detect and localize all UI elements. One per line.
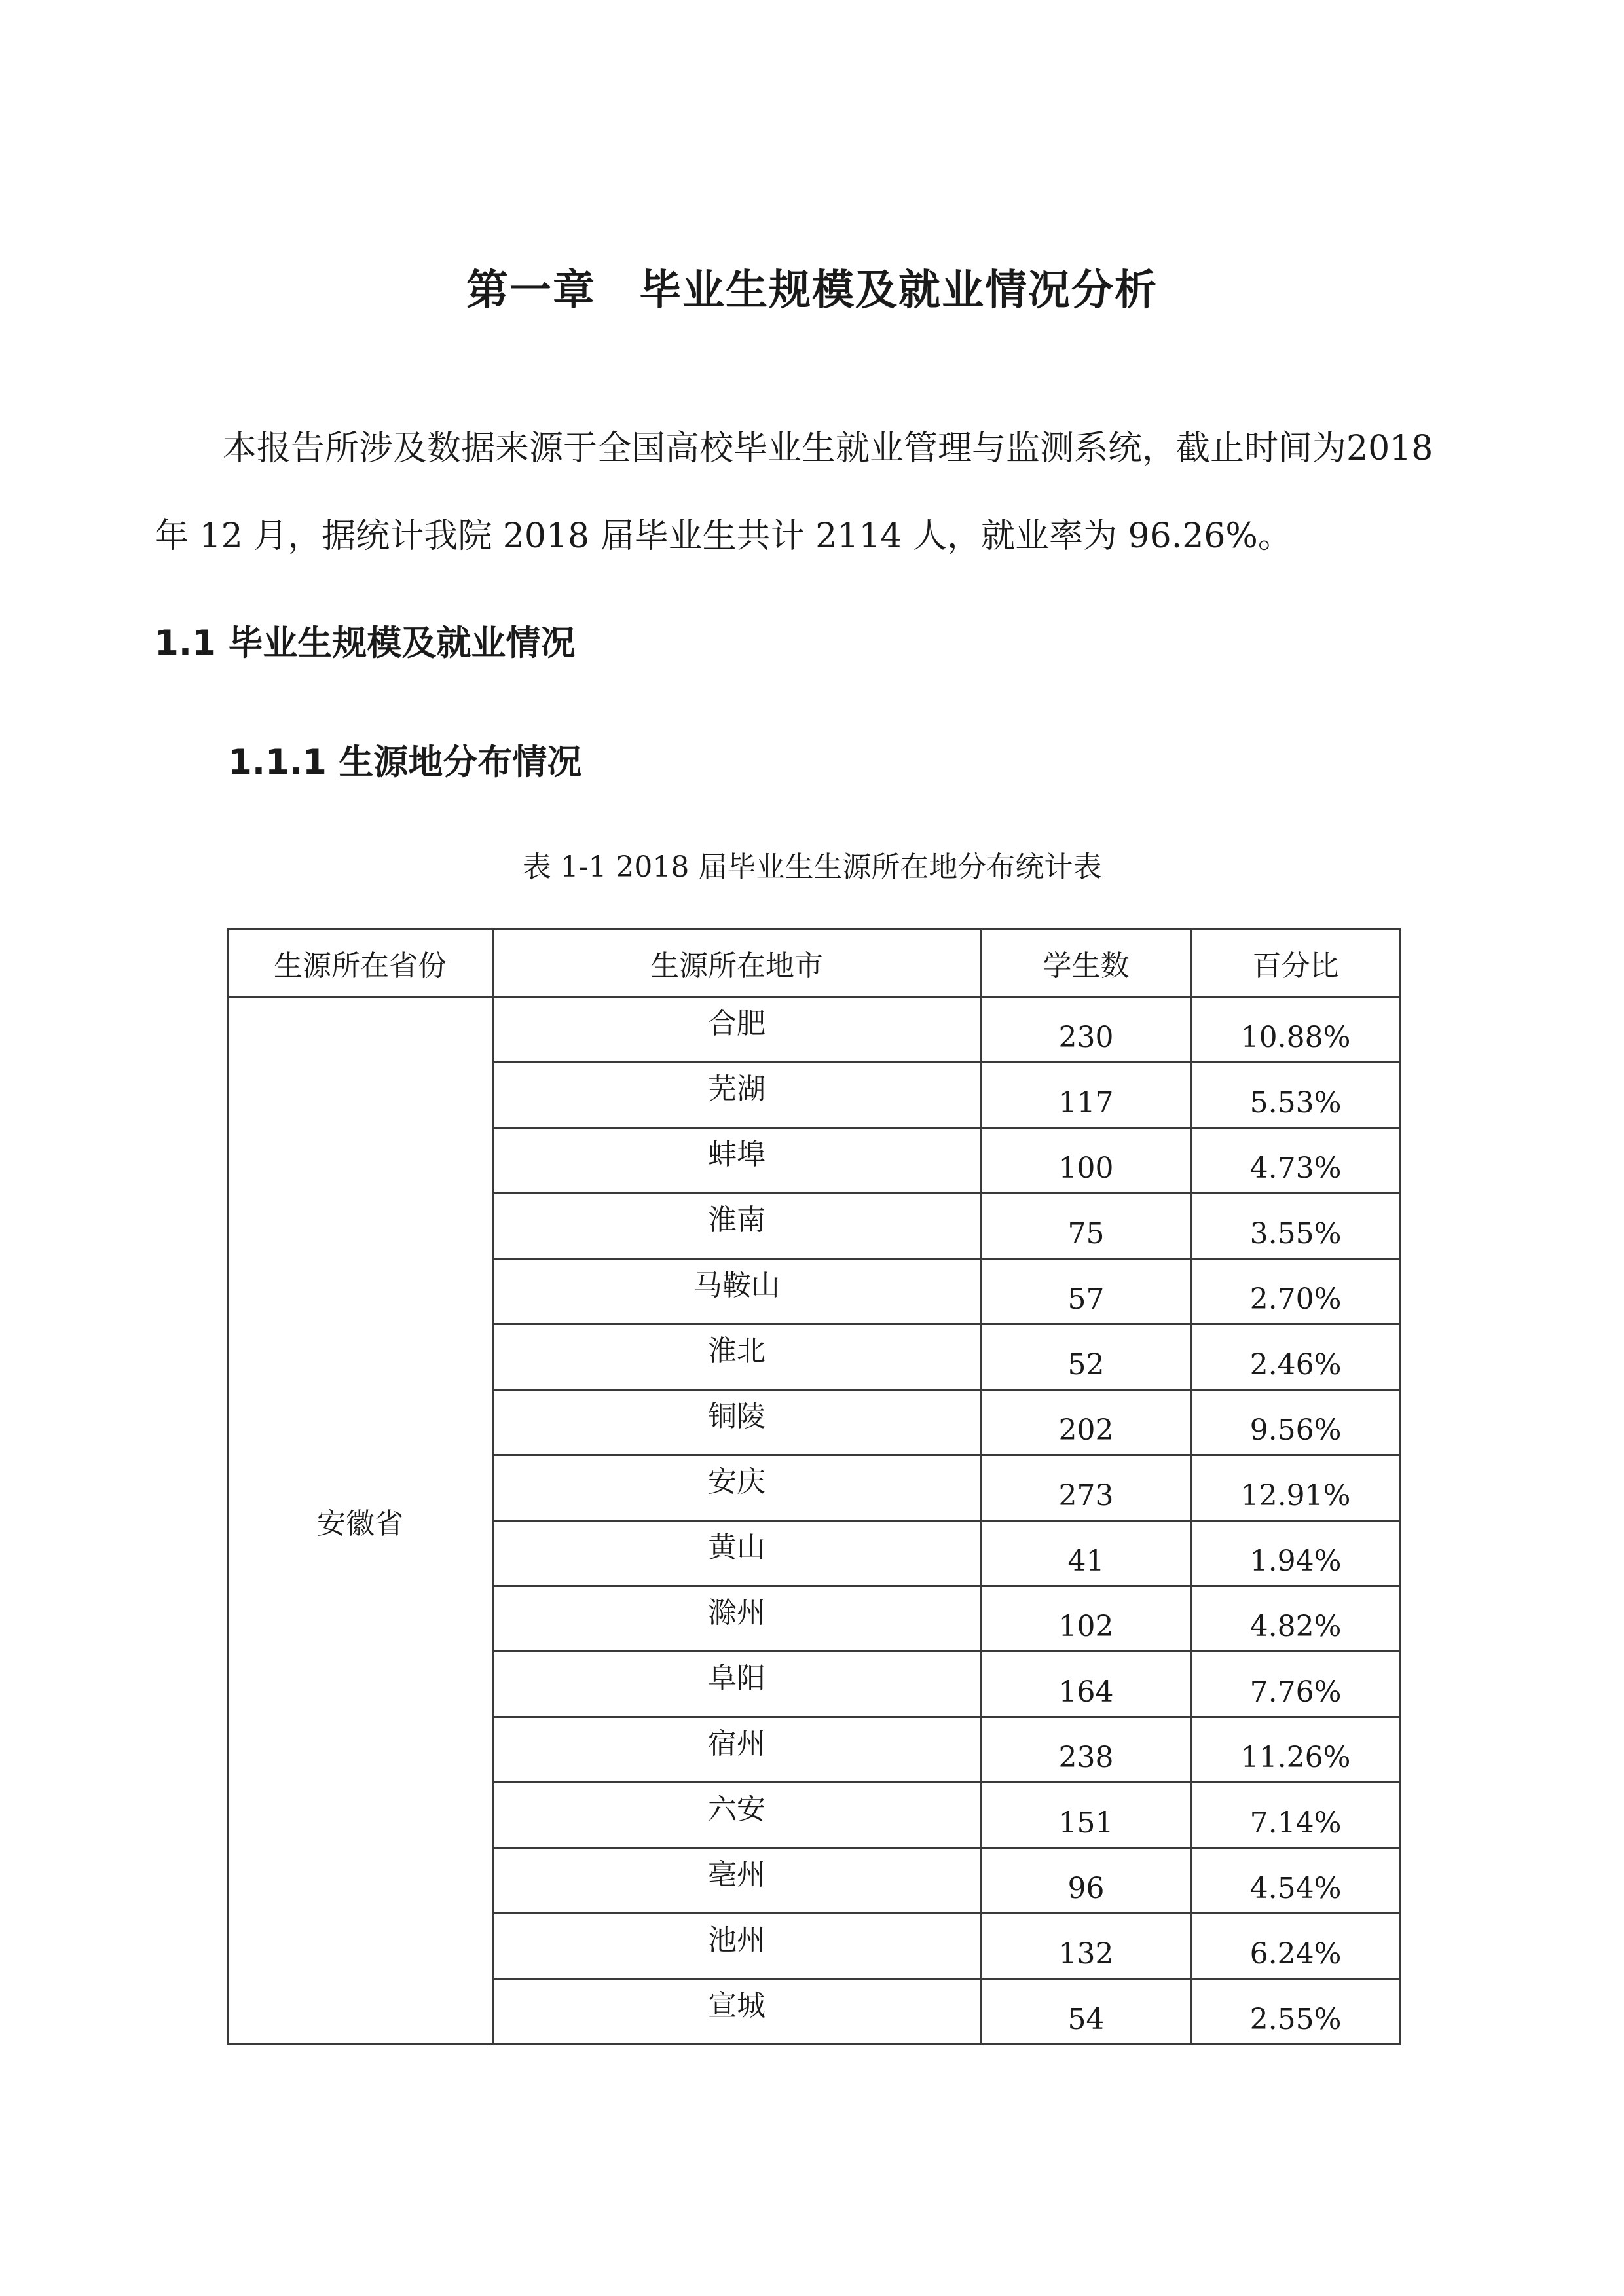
percent-cell [1192,1194,1400,1259]
count-cell [981,1652,1192,1717]
percent-cell [1192,1652,1400,1717]
percent-cell-text: 3.55% [1249,1217,1342,1250]
city-cell [493,1586,981,1652]
city-cell-text: 亳州 [708,1857,766,1891]
count-cell-text: 52 [1067,1348,1105,1381]
percent-cell-text: 2.70% [1249,1283,1342,1316]
count-cell-text: 54 [1067,2003,1105,2036]
city-cell-text: 滁州 [708,1595,766,1630]
city-cell-text: 池州 [708,1923,766,1957]
city-cell-text: 黄山 [708,1530,766,1564]
city-cell-text: 蚌埠 [708,1137,766,1171]
header-percent: 百分比 [1192,930,1400,997]
percent-cell [1192,1783,1400,1848]
table-body [228,997,1400,2045]
percent-cell [1192,1979,1400,2045]
count-cell-text: 202 [1058,1413,1114,1447]
percent-cell-text: 1.94% [1249,1544,1342,1578]
percent-cell-text: 6.24% [1249,1937,1342,1971]
percent-cell-text: 7.14% [1249,1806,1342,1840]
percent-cell [1192,1259,1400,1324]
subsection-heading: 1.1.1 生源地分布情况 [228,742,582,782]
count-cell [981,1259,1192,1324]
count-cell-text: 102 [1058,1610,1114,1643]
header-province: 生源所在省份 [228,930,493,997]
count-cell [981,1717,1192,1783]
city-cell [493,1848,981,1914]
city-cell [493,1652,981,1717]
percent-cell [1192,1717,1400,1783]
count-cell-text: 238 [1058,1741,1114,1774]
city-cell-text: 淮南 [708,1203,766,1237]
count-cell-text: 117 [1058,1086,1114,1120]
count-cell [981,1521,1192,1586]
city-cell [493,1979,981,2045]
count-cell-text: 41 [1067,1544,1105,1578]
count-cell-text: 132 [1058,1937,1114,1971]
city-cell [493,1455,981,1521]
percent-cell-text: 7.76% [1249,1675,1342,1709]
city-cell [493,1783,981,1848]
count-cell-text: 151 [1058,1806,1114,1840]
count-cell [981,1914,1192,1979]
count-cell [981,997,1192,1063]
percent-cell-text: 5.53% [1249,1086,1342,1120]
header-city: 生源所在地市 [493,930,981,997]
percent-cell-text: 4.82% [1249,1610,1342,1643]
percent-cell-text: 2.46% [1249,1348,1342,1381]
percent-cell [1192,1128,1400,1194]
province-cell [228,997,493,2045]
count-cell [981,1979,1192,2045]
header-count: 学生数 [981,930,1192,997]
count-cell [981,1194,1192,1259]
percent-cell [1192,1914,1400,1979]
section-heading: 1.1 毕业生规模及就业情况 [155,623,576,663]
table-caption: 表 1-1 2018 届毕业生生源所在地分布统计表 [522,850,1102,884]
percent-cell-text: 4.73% [1249,1152,1342,1185]
percent-cell [1192,1848,1400,1914]
city-cell [493,997,981,1063]
count-cell [981,1848,1192,1914]
percent-cell-text: 12.91% [1240,1479,1351,1512]
city-cell [493,1128,981,1194]
city-cell-text: 马鞍山 [693,1268,780,1302]
city-cell [493,1390,981,1455]
percent-cell [1192,1521,1400,1586]
count-cell [981,1783,1192,1848]
city-cell-text: 铜陵 [708,1399,766,1433]
city-cell-text: 宿州 [708,1726,766,1760]
count-cell [981,1128,1192,1194]
count-cell [981,1390,1192,1455]
count-cell-text: 57 [1067,1283,1105,1316]
city-cell [493,1521,981,1586]
city-cell-text: 宣城 [708,1988,766,2022]
source-distribution-table [227,928,1401,2045]
city-cell-text: 芜湖 [708,1072,766,1106]
city-cell-text: 淮北 [708,1334,766,1368]
count-cell [981,1586,1192,1652]
percent-cell [1192,1324,1400,1390]
city-cell [493,1063,981,1128]
table-row [228,997,1400,1063]
city-cell-text: 合肥 [708,1006,766,1040]
city-cell [493,1717,981,1783]
percent-cell [1192,997,1400,1063]
intro-paragraph: 本报告所涉及数据来源于全国高校毕业生就业管理与监测系统，截止时间为2018 年 12 月，据统计我院 2018 届毕业生共计 2114 人，就业率为 96.26%。 [155,429,1433,556]
count-cell [981,1324,1192,1390]
count-cell-text: 230 [1058,1021,1114,1054]
count-cell-text: 100 [1058,1152,1114,1185]
percent-cell-text: 9.56% [1249,1413,1342,1447]
percent-cell [1192,1390,1400,1455]
city-cell [493,1914,981,1979]
percent-cell-text: 2.55% [1249,2003,1342,2036]
count-cell-text: 75 [1067,1217,1105,1250]
count-cell-text: 164 [1058,1675,1114,1709]
count-cell-text: 96 [1067,1872,1105,1905]
city-cell-text: 安庆 [708,1465,766,1499]
city-cell [493,1324,981,1390]
percent-cell-text: 10.88% [1240,1021,1351,1054]
city-cell [493,1259,981,1324]
percent-cell [1192,1455,1400,1521]
percent-cell [1192,1063,1400,1128]
percent-cell [1192,1586,1400,1652]
count-cell [981,1063,1192,1128]
count-cell-text: 273 [1058,1479,1114,1512]
city-cell-text: 六安 [708,1792,766,1826]
table-header-row [228,930,1400,997]
province-label: 安徽省 [317,1506,403,1540]
city-cell-text: 阜阳 [708,1661,766,1695]
count-cell [981,1455,1192,1521]
percent-cell-text: 11.26% [1240,1741,1351,1774]
city-cell [493,1194,981,1259]
chapter-title: 第一章 毕业生规模及就业情况分析 [466,266,1158,315]
percent-cell-text: 4.54% [1249,1872,1342,1905]
